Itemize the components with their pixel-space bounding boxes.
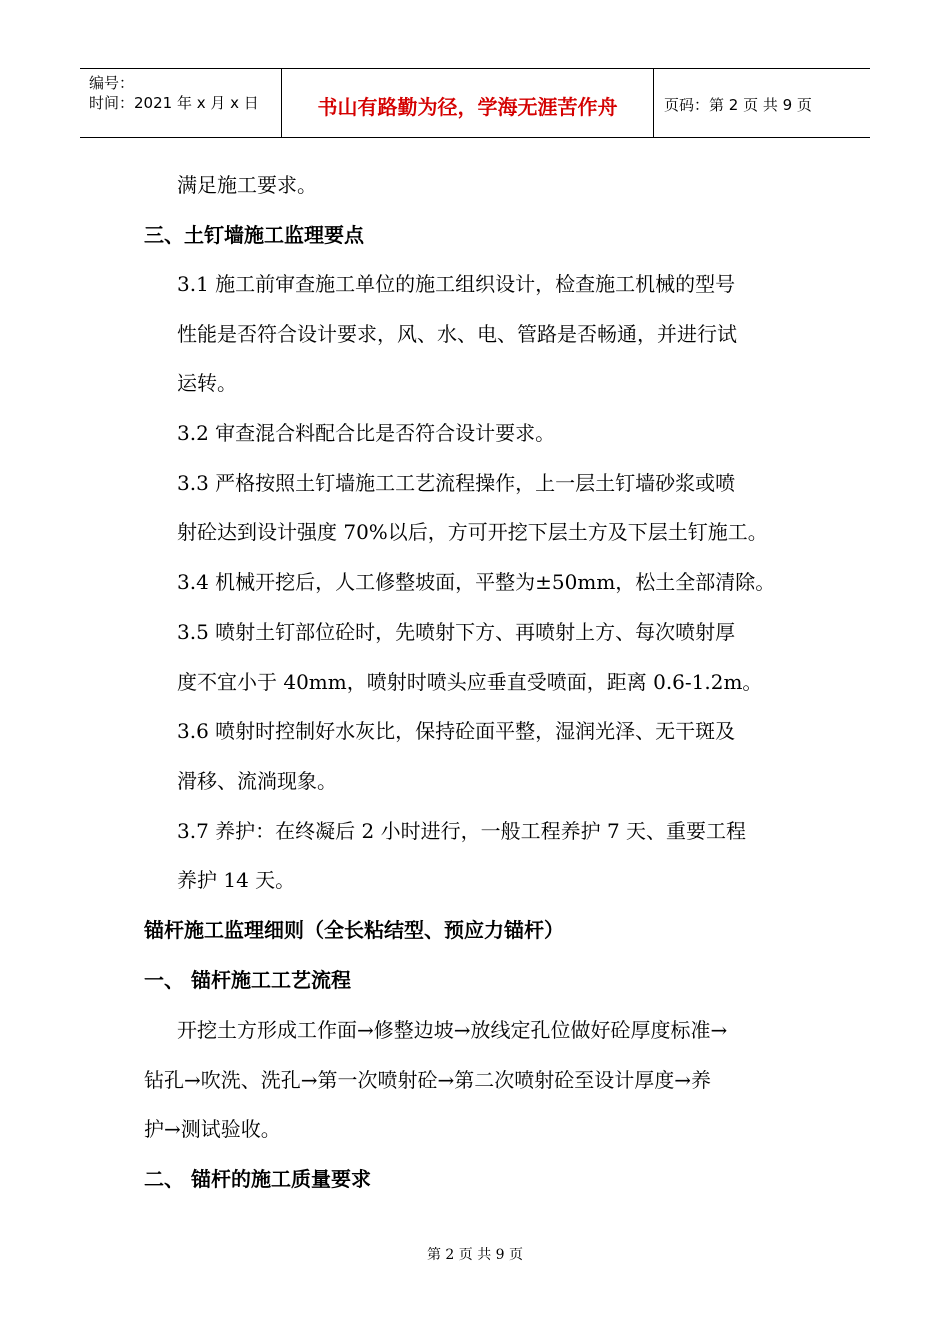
paragraph-line: 3.2 审查混合料配合比是否符合设计要求。 bbox=[177, 421, 556, 445]
document-number-label: 编号： bbox=[89, 74, 135, 92]
paragraph-line: 满足施工要求。 bbox=[177, 173, 317, 197]
paragraph-line: 开挖土方形成工作面→修整边坡→放线定孔位做好砼厚度标准→ bbox=[177, 1018, 728, 1042]
paragraph-line: 3.7 养护：在终凝后 2 小时进行，一般工程养护 7 天、重要工程 bbox=[177, 819, 747, 843]
paragraph-line: 3.4 机械开挖后，人工修整坡面，平整为±50mm，松土全部清除。 bbox=[177, 570, 776, 594]
paragraph-line: 3.3 严格按照土钉墙施工工艺流程操作，上一层土钉墙砂浆或喷 bbox=[177, 471, 736, 495]
paragraph-line: 性能是否符合设计要求，风、水、电、管路是否畅通，并进行试 bbox=[177, 322, 737, 346]
header-page-info: 页码：第 2 页 共 9 页 bbox=[664, 95, 812, 114]
header-motto: 书山有路勤为径，学海无涯苦作舟 bbox=[282, 69, 654, 137]
page-header bbox=[80, 68, 870, 138]
paragraph-line: 3.1 施工前审查施工单位的施工组织设计，检查施工机械的型号 bbox=[177, 272, 736, 296]
header-meta-cell bbox=[80, 69, 282, 137]
paragraph-line: 3.6 喷射时控制好水灰比，保持砼面平整，湿润光泽、无干斑及 bbox=[177, 719, 736, 743]
section-heading: 二、 锚杆的施工质量要求 bbox=[144, 1167, 371, 1191]
document-time-label: 时间：2021 年 x 月 x 日 bbox=[89, 94, 259, 112]
paragraph-line: 运转。 bbox=[177, 371, 237, 395]
section-heading: 三、土钉墙施工监理要点 bbox=[144, 223, 364, 247]
paragraph-line: 度不宜小于 40mm，喷射时喷头应垂直受喷面，距离 0.6-1.2m。 bbox=[177, 670, 763, 694]
paragraph-line: 滑移、流淌现象。 bbox=[177, 769, 337, 793]
section-heading: 一、 锚杆施工工艺流程 bbox=[144, 968, 351, 992]
paragraph-line: 射砼达到设计强度 70%以后，方可开挖下层土方及下层土钉施工。 bbox=[177, 520, 768, 544]
paragraph-line: 钻孔→吹洗、洗孔→第一次喷射砼→第二次喷射砼至设计厚度→养 bbox=[144, 1068, 712, 1092]
paragraph-line: 护→测试验收。 bbox=[144, 1117, 281, 1141]
page-footer: 第 2 页 共 9 页 bbox=[426, 1247, 524, 1263]
paragraph-line: 3.5 喷射土钉部位砼时，先喷射下方、再喷射上方、每次喷射厚 bbox=[177, 620, 736, 644]
paragraph-line: 养护 14 天。 bbox=[177, 868, 296, 892]
section-heading: 锚杆施工监理细则（全长粘结型、预应力锚杆） bbox=[144, 918, 564, 942]
